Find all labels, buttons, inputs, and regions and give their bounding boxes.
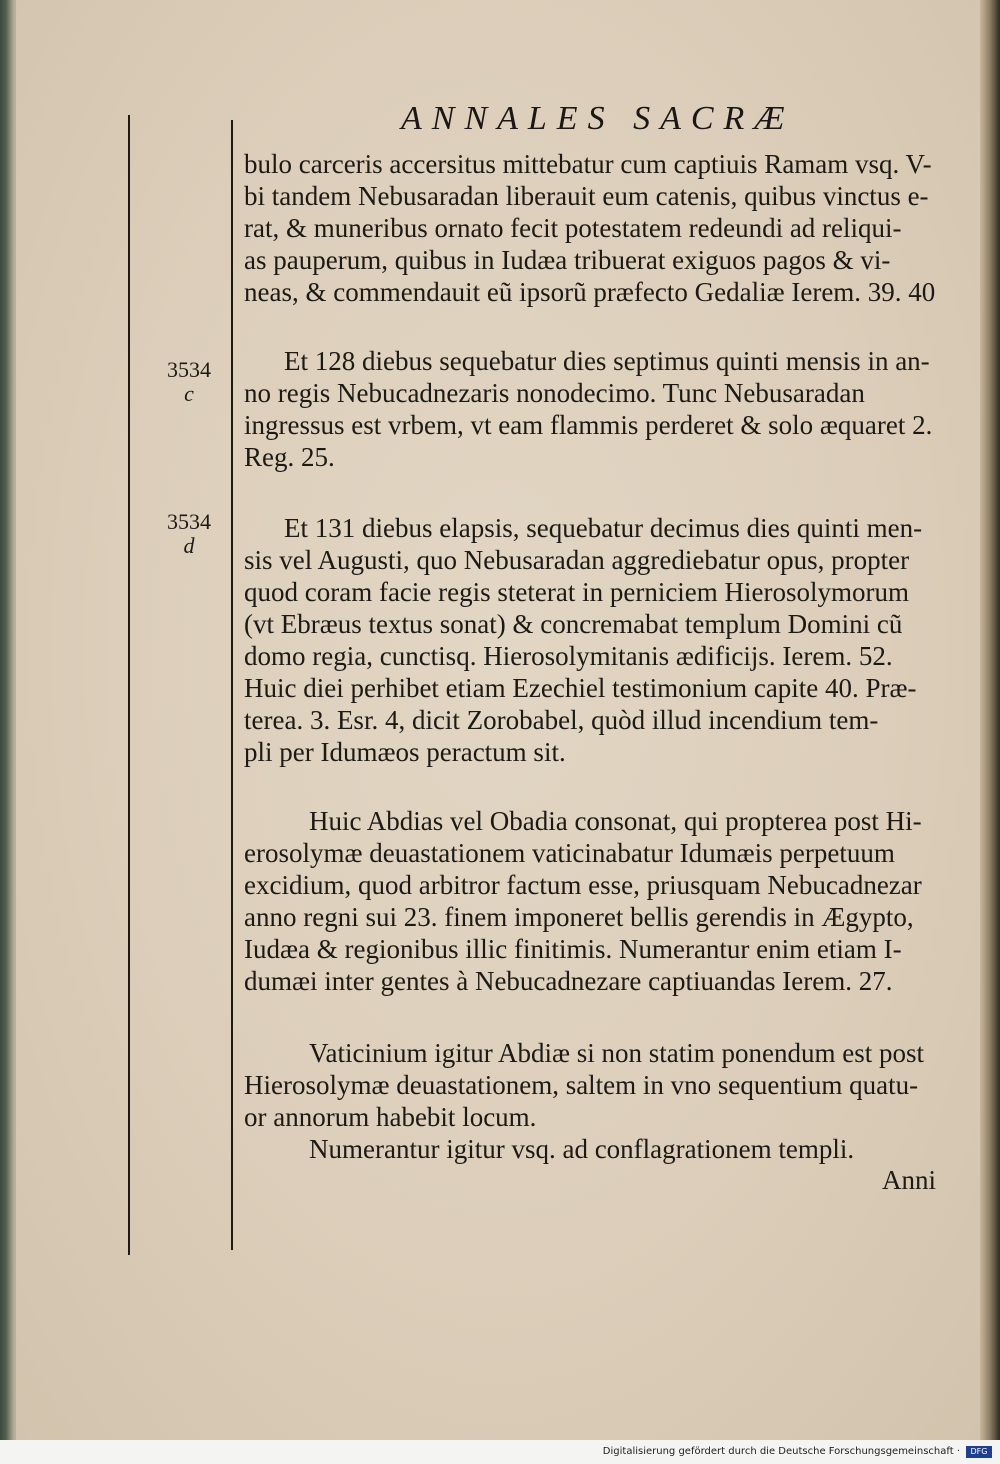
text-line: pli per Idumæos peractum sit. [244,737,566,767]
text-line: erosolymæ deuastationem vaticinabatur Idumæis perpetuum [244,838,895,868]
year-letter: c [184,381,194,406]
text-line: no regis Nebucadnezaris nonodecimo. Tunc Nebusaradan [244,378,865,408]
text-line: terea. 3. Esr. 4, dicit Zorobabel, quòd illud incendium tem- [244,705,879,735]
paragraph-2 [244,345,974,473]
outer-margin-line [128,115,130,1255]
text-line: bulo carceris accersitus mittebatur cum captiuis Ramam vsq. V- [244,149,932,179]
text-line: quod coram facie regis steterat in perniciem Hierosolymorum [244,577,910,607]
text-line: excidium, quod arbitror factum esse, priusquam Nebucadnezar [244,870,922,900]
text-line: neas, & commendauit eũ ipsorũ præfecto Gedaliæ Ierem. 39. 40 [244,277,936,307]
page-edge [980,0,1000,1440]
text-line: domo regia, cunctisq. Hierosolymitanis ædificijs. Ierem. 52. [244,641,893,671]
text-line: Et 128 diebus sequebatur dies septimus quinti mensis in an- [284,346,930,376]
paragraph-4 [244,805,974,997]
paragraph-3 [244,512,974,768]
text-line: Reg. 25. [244,442,335,472]
year-letter: d [183,533,195,558]
footer-text: Digitalisierung gefördert durch die Deutsche Forschungsgemeinschaft · [602,1446,960,1457]
text-line: sis vel Augusti, quo Nebusaradan aggrediebatur opus, propter [244,545,910,575]
catchword: Anni [882,1165,936,1195]
text-line: Numerantur igitur vsq. ad conflagrationem templi. [309,1134,855,1164]
dfg-logo: DFG [966,1446,992,1458]
running-header: ANNALES SACRÆ [401,100,795,137]
margin-year-c [154,358,224,406]
paragraph-5 [244,1037,974,1165]
inner-margin-rule [231,120,233,1250]
text-line: Et 131 diebus elapsis, sequebatur decimus dies quinti men- [284,513,923,543]
text-line: ingressus est vrbem, vt eam flammis perderet & solo æquaret 2. [244,410,933,440]
paragraph-1 [244,148,974,308]
text-line: dumæi inter gentes à Nebucadnezare captiuandas Ierem. 27. [244,966,893,996]
text-line: bi tandem Nebusaradan liberauit eum catenis, quibus vinctus e- [244,181,929,211]
text-line: rat, & muneribus ornato fecit potestatem redeundi ad reliqui- [244,213,902,243]
year-number: 3534 [167,357,211,382]
text-line: Iudæa & regionibus illic finitimis. Numerantur enim etiam I- [244,934,902,964]
text-line: (vt Ebræus textus sonat) & concremabat templum Domini cũ [244,609,903,639]
margin-year-d [154,510,224,558]
year-number: 3534 [167,509,211,534]
text-line: Vaticinium igitur Abdiæ si non statim ponendum est post [309,1038,924,1068]
digitization-footer [0,1440,1000,1464]
text-line: anno regni sui 23. finem imponeret bellis gerendis in Ægypto, [244,902,914,932]
text-line: or annorum habebit locum. [244,1102,537,1132]
text-line: as pauperum, quibus in Iudæa tribuerat exiguos pagos & vi- [244,245,891,275]
text-line: Hierosolymæ deuastationem, saltem in vno sequentium quatu- [244,1070,919,1100]
text-line: Huic Abdias vel Obadia consonat, qui propterea post Hi- [309,806,922,836]
paper-page [16,0,980,1440]
text-line: Huic diei perhibet etiam Ezechiel testimonium capite 40. Præ- [244,673,917,703]
